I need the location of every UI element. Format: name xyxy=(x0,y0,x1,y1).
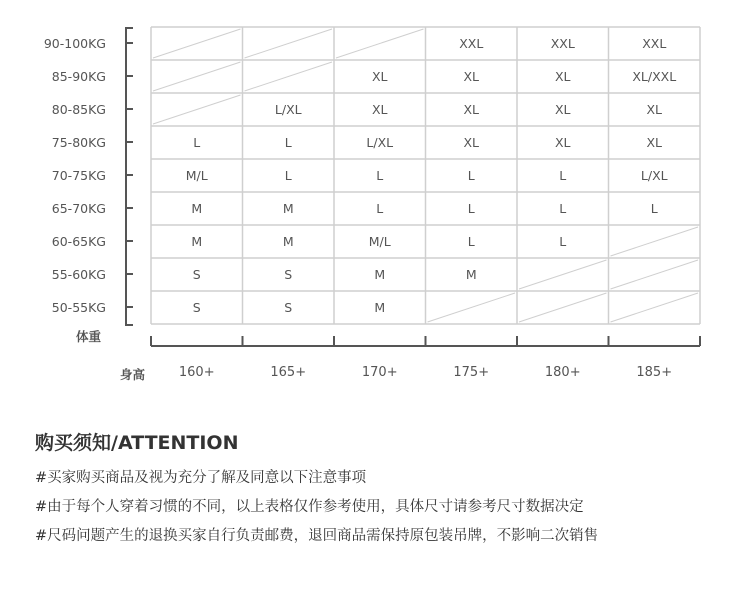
size-cell: L xyxy=(467,168,475,183)
height-label: 170+ xyxy=(361,365,398,380)
size-cell: M/L xyxy=(368,234,391,249)
size-cell: M xyxy=(282,201,294,216)
notice-line-3: #尺码问题产生的退换买家自行负责邮费，退回商品需保持原包装吊牌，不影响二次销售 xyxy=(35,528,599,544)
weight-label: 60-65KG xyxy=(51,234,106,249)
size-cell: XL xyxy=(371,69,388,84)
empty-cell-diagonal xyxy=(519,293,607,322)
size-cell: M xyxy=(465,267,477,282)
weight-label: 70-75KG xyxy=(51,168,106,183)
size-cell: S xyxy=(284,300,293,315)
size-cell: L xyxy=(284,135,292,150)
size-cell: M xyxy=(191,201,203,216)
height-label: 165+ xyxy=(270,365,307,380)
weight-label: 90-100KG xyxy=(43,36,106,51)
size-cell: L xyxy=(376,201,384,216)
size-cell: L xyxy=(284,168,292,183)
size-cell: XL xyxy=(463,135,480,150)
height-axis-title: 身高 xyxy=(120,367,146,382)
empty-cell-diagonal xyxy=(153,95,241,124)
empty-cell-diagonal xyxy=(611,260,699,289)
weight-label: 50-55KG xyxy=(51,300,106,315)
weight-label: 80-85KG xyxy=(51,102,106,117)
empty-cell-diagonal xyxy=(245,29,333,58)
empty-cell-diagonal xyxy=(153,29,241,58)
empty-cell-diagonal xyxy=(519,260,607,289)
size-cell: M xyxy=(282,234,294,249)
size-cell: XL xyxy=(463,102,480,117)
size-cell: XXL xyxy=(550,36,575,51)
size-cell: L/XL xyxy=(274,102,302,117)
size-cell: L xyxy=(467,201,475,216)
height-label: 160+ xyxy=(178,365,215,380)
size-cell: S xyxy=(192,300,201,315)
size-cell: L xyxy=(559,234,567,249)
empty-cell-diagonal xyxy=(428,293,516,322)
size-cell: XL xyxy=(554,102,571,117)
size-cell: L xyxy=(376,168,384,183)
size-cell: XL xyxy=(554,69,571,84)
weight-label: 55-60KG xyxy=(51,267,106,282)
size-cell: XL xyxy=(554,135,571,150)
size-cell: XXL xyxy=(642,36,667,51)
notice-line-1: #买家购买商品及视为充分了解及同意以下注意事项 xyxy=(35,470,367,486)
size-cell: M xyxy=(191,234,203,249)
size-cell: L xyxy=(559,201,567,216)
size-cell: M xyxy=(374,300,386,315)
size-cell: XL xyxy=(646,102,663,117)
empty-cell-diagonal xyxy=(153,62,241,91)
size-cell: XL xyxy=(463,69,480,84)
size-cell: L xyxy=(650,201,658,216)
weight-label: 85-90KG xyxy=(51,69,106,84)
weight-label: 65-70KG xyxy=(51,201,106,216)
size-cell: XXL xyxy=(459,36,484,51)
size-cell: S xyxy=(192,267,201,282)
size-cell: XL xyxy=(371,102,388,117)
size-cell: XL xyxy=(646,135,663,150)
size-cell: L/XL xyxy=(366,135,394,150)
size-cell: M/L xyxy=(185,168,208,183)
empty-cell-diagonal xyxy=(245,62,333,91)
empty-cell-diagonal xyxy=(336,29,424,58)
height-label: 180+ xyxy=(544,365,581,380)
empty-cell-diagonal xyxy=(611,227,699,256)
size-cell: L xyxy=(559,168,567,183)
empty-cell-diagonal xyxy=(611,293,699,322)
size-cell: L xyxy=(193,135,201,150)
notice-line-2: #由于每个人穿着习惯的不同，以上表格仅作参考使用，具体尺寸请参考尺寸数据决定 xyxy=(35,499,584,515)
weight-label: 75-80KG xyxy=(51,135,106,150)
size-cell: L/XL xyxy=(640,168,668,183)
size-cell: L xyxy=(467,234,475,249)
height-label: 175+ xyxy=(453,365,490,380)
size-cell: S xyxy=(284,267,293,282)
purchase-notice xyxy=(35,430,735,555)
size-cell: XL/XXL xyxy=(632,69,677,84)
weight-axis-title: 体重 xyxy=(76,329,102,344)
notice-title: 购买须知/ATTENTION xyxy=(35,432,239,454)
height-label: 185+ xyxy=(636,365,673,380)
size-cell: M xyxy=(374,267,386,282)
